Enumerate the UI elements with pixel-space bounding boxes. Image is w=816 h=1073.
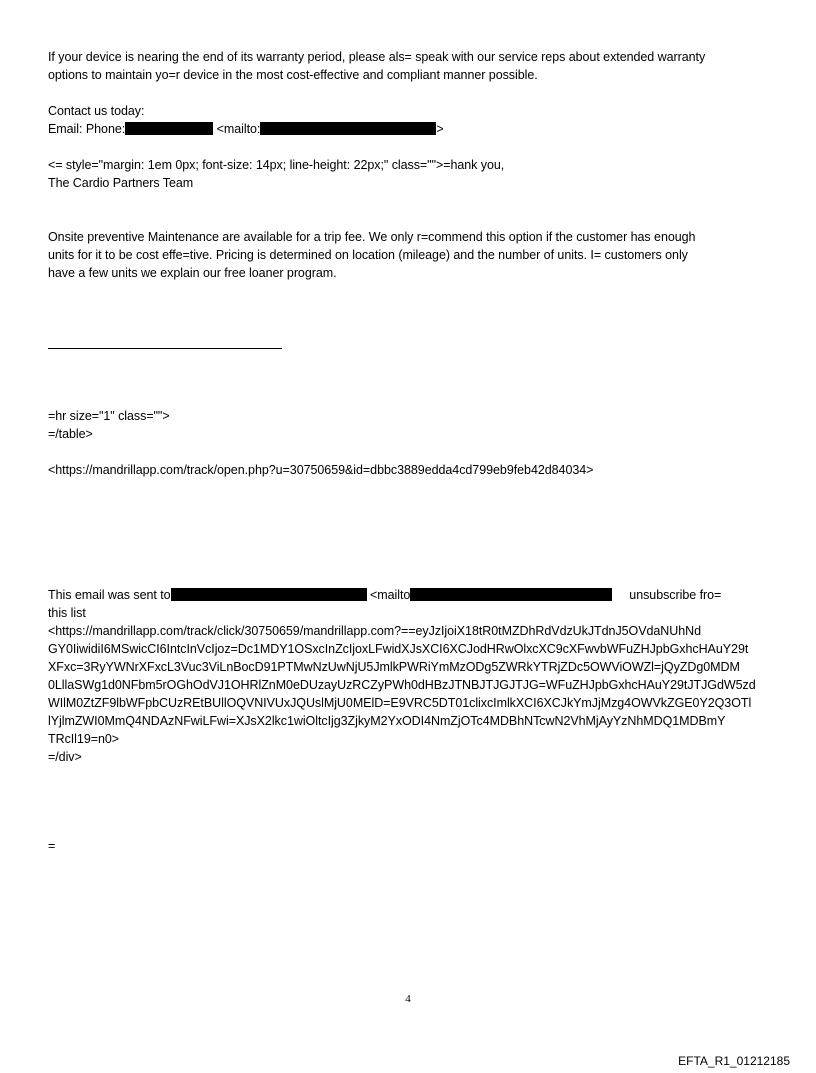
table-close-markup: =/table> [48, 427, 93, 441]
document-id: EFTA_R1_01212185 [678, 1054, 790, 1068]
mailto-close: > [436, 122, 444, 136]
redaction-bar [410, 588, 612, 601]
unsubscribe-link-line[interactable]: <https://mandrillapp.com/track/click/30750659/mandrillapp.com?==eyJzIjoiX18tR0tMZDhRdVdzUkJTdnJ5OVdaNUhNd [48, 624, 702, 638]
sent-to-label: This email was sent to [48, 588, 171, 602]
warranty-line-2: options to maintain yo=r device in the most cost-effective and compliant manner possible. [48, 68, 538, 82]
unsubscribe-text[interactable]: unsubscribe fro= [629, 588, 722, 602]
unsubscribe-link-line[interactable]: WIlM0ZtZF9lbWFpbCUzREtBUllOQVNIVUxJQUslMjU0MElD=E9VRC5DT01clixcImlkXCI6XCJkYmJjMzg4OWVkZGE0Y2Q3OTl [48, 696, 752, 710]
unsubscribe-link-line[interactable]: lYjlmZWI0MmQ4NDAzNFwiLFwi=XJsX2lkc1wiOltcIjg3ZjkyM2YxODI4NmZjOTc4MDBhNTcwN2VhMjAyYzNhMDQ1MDBmY [48, 714, 726, 728]
unsubscribe-link-line[interactable]: 0LllaSWg1d0NFbm5rOGhOdVJ1OHRlZnM0eDUzayUzRCZyPWh0dHBzJTNBJTJGJTJG=WFuZHJpbGxhcHAuY29tJTJGdW5zd [48, 678, 756, 692]
unsubscribe-link-line[interactable]: TRcIl19=n0> [48, 732, 120, 746]
signoff-line-1: <= style="margin: 1em 0px; font-size: 14px; line-height: 22px;" class="">=hank you, [48, 158, 505, 172]
redaction-bar [125, 122, 213, 135]
warranty-line-1: If your device is nearing the end of its warranty period, please als= speak with our service reps about extended warranty [48, 50, 706, 64]
horizontal-rule [48, 348, 282, 349]
maintenance-line-2: units for it to be cost effe=tive. Pricing is determined on location (mileage) and the number of units. I= customers only [48, 248, 688, 262]
email-phone-label: Email: Phone: [48, 122, 126, 136]
redaction-bar [171, 588, 367, 601]
sent-to-line [48, 586, 721, 604]
maintenance-line-3: have a few units we explain our free loaner program. [48, 266, 337, 280]
div-close-markup: =/div> [48, 750, 82, 764]
hr-markup-line: =hr size="1" class=""> [48, 409, 170, 423]
this-list-text: this list [48, 606, 86, 620]
equals-sign: = [48, 839, 56, 853]
mailto-label: <mailto: [216, 122, 261, 136]
footer-mailto-label: <mailto [370, 588, 411, 602]
contact-email-phone-line [48, 120, 444, 138]
unsubscribe-link-line[interactable]: XFxc=3RyYWNrXFxcL3Vuc3ViLnBocD91PTMwNzUwNjU5JmlkPWRiYmMzODg5ZWRkYTRjZDc5OWViOWZl=jQyZDg0MDM [48, 660, 740, 674]
redaction-bar [260, 122, 436, 135]
contact-heading: Contact us today: [48, 104, 145, 118]
maintenance-line-1: Onsite preventive Maintenance are available for a trip fee. We only r=commend this option if the customer has enough [48, 230, 696, 244]
page-number: 4 [405, 993, 411, 1005]
unsubscribe-link-line[interactable]: GY0IiwidiI6MSwicCI6IntcInVcIjoz=Dc1MDY1OSxcInZcIjoxLFwidXJsXCI6XCJodHRwOlxcXC9cXFwvbWFuZHJpbGxhcHAuY29t [48, 642, 749, 656]
tracking-open-link[interactable]: <https://mandrillapp.com/track/open.php?u=30750659&id=dbbc3889edda4cd799eb9feb42d84034> [48, 463, 594, 477]
signoff-line-2: The Cardio Partners Team [48, 176, 194, 190]
